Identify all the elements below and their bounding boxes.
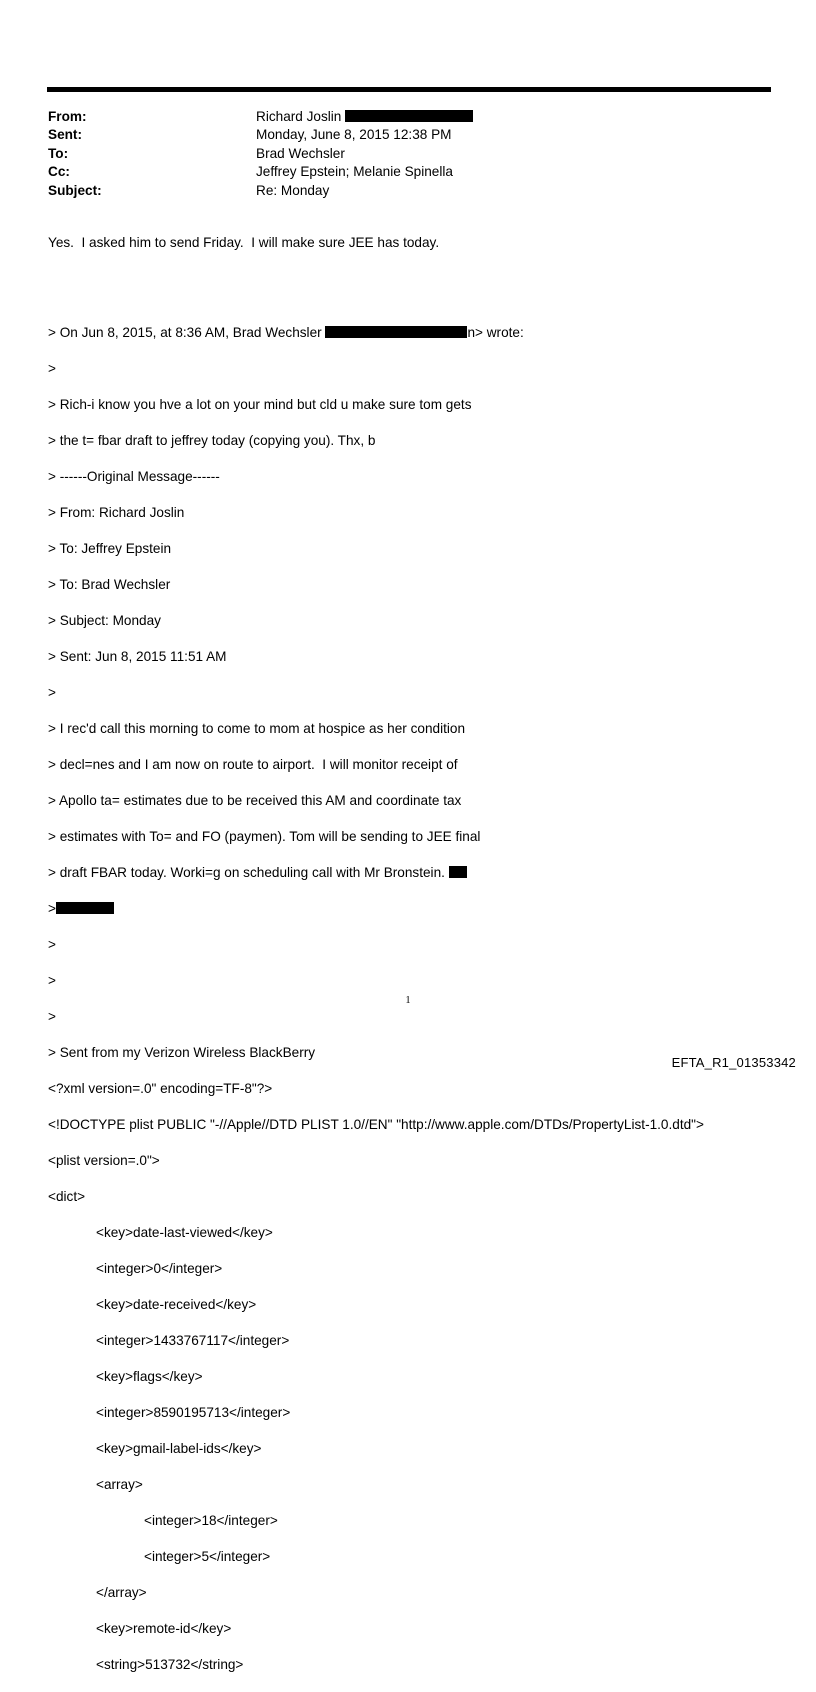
quote-line: > From: Richard Joslin (48, 505, 185, 520)
redaction-box (325, 326, 467, 338)
sent-row (48, 126, 473, 144)
quote-line: > Rich-i know you hve a lot on your mind but cld u make sure tom gets (48, 397, 472, 412)
plist-line: <integer>8590195713</integer> (96, 1405, 291, 1420)
quote-line: > (48, 900, 704, 918)
page-number: 1 (405, 995, 411, 1006)
quote-line: > Subject: Monday (48, 613, 161, 628)
quote-line: > Sent from my Verizon Wireless BlackBerry (48, 1045, 316, 1060)
to-value: Brad Wechsler (256, 145, 345, 161)
quote-line: > (48, 685, 56, 700)
from-row (48, 108, 473, 126)
plist-line: <key>gmail-label-ids</key> (96, 1441, 262, 1456)
quote-line: > (48, 937, 56, 952)
plist-line: <string>513732</string> (96, 1657, 244, 1672)
plist-line: <dict> (48, 1189, 86, 1204)
quote-line: > I rec'd call this morning to come to mom at hospice as her condition (48, 721, 466, 736)
quote-line: > To: Jeffrey Epstein (48, 541, 172, 556)
quote-line: > ------Original Message------ (48, 469, 220, 484)
reply-text: Yes. I asked him to send Friday. I will make sure JEE has today. (48, 235, 440, 250)
cc-row (48, 163, 473, 181)
quote-line: > (48, 361, 56, 376)
plist-line: <key>date-received</key> (96, 1297, 257, 1312)
redaction-box (345, 110, 473, 122)
quote-line: > To: Brad Wechsler (48, 577, 171, 592)
quote-line: > On Jun 8, 2015, at 8:36 AM, Brad Wechsler n> wrote: (48, 325, 524, 340)
plist-line: <array> (96, 1477, 143, 1492)
quote-line: > decl=nes and I am now on route to airport. I will monitor receipt of (48, 757, 458, 772)
subject-value: Re: Monday (256, 182, 330, 198)
plist-line: <integer>1433767117</integer> (96, 1333, 290, 1348)
cc-value: Jeffrey Epstein; Melanie Spinella (256, 164, 453, 180)
plist-line: <plist version=.0"> (48, 1153, 160, 1168)
quote-line: > Sent: Jun 8, 2015 11:51 AM (48, 649, 227, 664)
to-row (48, 145, 473, 163)
plist-line: <integer>18</integer> (144, 1513, 278, 1528)
quote-line: > (48, 1009, 56, 1024)
plist-line: <key>date-last-viewed</key> (96, 1225, 273, 1240)
plist-line: <key>remote-id</key> (96, 1621, 232, 1636)
quote-line: > estimates with To= and FO (paymen). Tom will be sending to JEE final (48, 829, 481, 844)
plist-line: <!DOCTYPE plist PUBLIC "-//Apple//DTD PLIST 1.0//EN" "http://www.apple.com/DTDs/PropertyList-1.0.dtd"> (48, 1117, 704, 1132)
bates-number: EFTA_R1_01353342 (671, 1055, 796, 1070)
subject-row (48, 182, 473, 200)
plist-line: <integer>0</integer> (96, 1261, 223, 1276)
quote-line: > draft FBAR today. Worki=g on scheduling call with Mr Bronstein. (48, 864, 704, 882)
redaction-box (56, 902, 114, 914)
from-label: From: (48, 109, 87, 124)
quote-line: > Apollo ta= estimates due to be received this AM and coordinate tax (48, 793, 462, 808)
plist-line: <?xml version=.0" encoding=TF-8"?> (48, 1081, 273, 1096)
plist-line: </array> (96, 1585, 147, 1600)
to-label: To: (48, 145, 69, 161)
from-value: Richard Joslin (256, 108, 473, 126)
email-header (48, 108, 473, 200)
plist-line: <integer>5</integer> (144, 1549, 271, 1564)
sent-value: Monday, June 8, 2015 12:38 PM (256, 127, 452, 143)
header-rule (47, 87, 771, 92)
redaction-box (449, 866, 467, 878)
cc-label: Cc: (48, 164, 70, 180)
quote-line: > the t= fbar draft to jeffrey today (copying you). Thx, b (48, 433, 376, 448)
subject-label: Subject: (48, 182, 102, 198)
quote-line: > (48, 973, 56, 988)
plist-line: <key>flags</key> (96, 1369, 203, 1384)
sent-label: Sent: (48, 127, 82, 143)
